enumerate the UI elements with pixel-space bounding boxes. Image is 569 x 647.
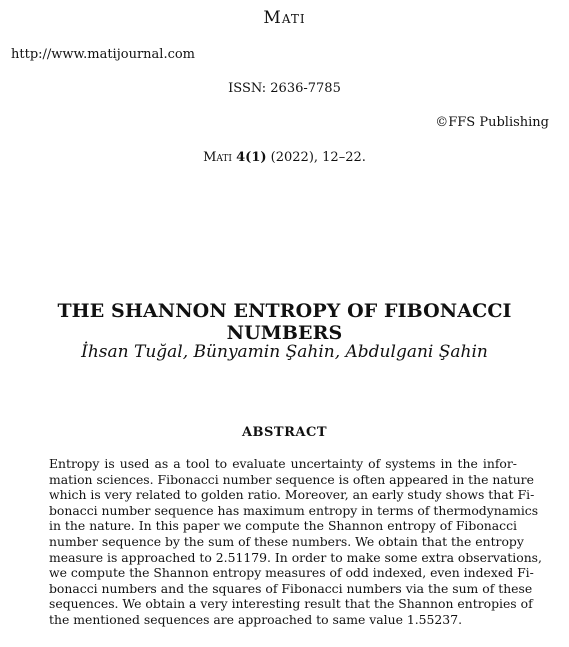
citation-journal: Mati <box>203 150 232 165</box>
citation-volume-issue: 4(1) <box>236 150 267 165</box>
paper-title: THE SHANNON ENTROPY OF FIBONACCI NUMBERS <box>57 300 512 344</box>
publisher-copyright: ©FFS Publishing <box>435 115 549 130</box>
abstract-line: measure is approached to 2.51179. In order to make some extra observations, <box>49 549 542 565</box>
abstract-line: which is very related to golden ratio. Moreover, an early study shows that Fi- <box>49 487 535 503</box>
abstract-line: sequences. We obtain a very interesting result that the Shannon entropies of <box>49 596 533 612</box>
author-list: İhsan Tuğal, Bünyamin Şahin, Abdulgani Şahin <box>81 342 488 362</box>
citation-year-pages: (2022), 12–22. <box>270 150 366 165</box>
abstract-body <box>49 456 542 628</box>
abstract-line: bonacci numbers and the squares of Fibonacci numbers via the sum of these <box>49 580 533 596</box>
abstract-line: Entropy is used as a tool to evaluate uncertainty of systems in the infor- <box>49 456 517 471</box>
abstract-line: number sequence by the sum of these numbers. We obtain that the entropy <box>49 533 524 549</box>
abstract-line: bonacci number sequence has maximum entropy in terms of thermodynamics <box>49 502 539 518</box>
abstract-line: we compute the Shannon entropy measures of odd indexed, even indexed Fi- <box>49 565 534 581</box>
abstract-line: mation sciences. Fibonacci number sequence is often appeared in the nature <box>49 471 534 487</box>
journal-url[interactable]: http://www.matijournal.com <box>11 47 196 62</box>
abstract-line: the mentioned sequences are approached to same value 1.55237. <box>49 611 463 627</box>
journal-name: Mati <box>263 8 306 28</box>
issn-number: ISSN: 2636-7785 <box>228 81 341 96</box>
abstract-heading: ABSTRACT <box>241 425 328 440</box>
citation-line <box>0 150 569 165</box>
abstract-line: in the nature. In this paper we compute the Shannon entropy of Fibonacci <box>49 518 517 534</box>
